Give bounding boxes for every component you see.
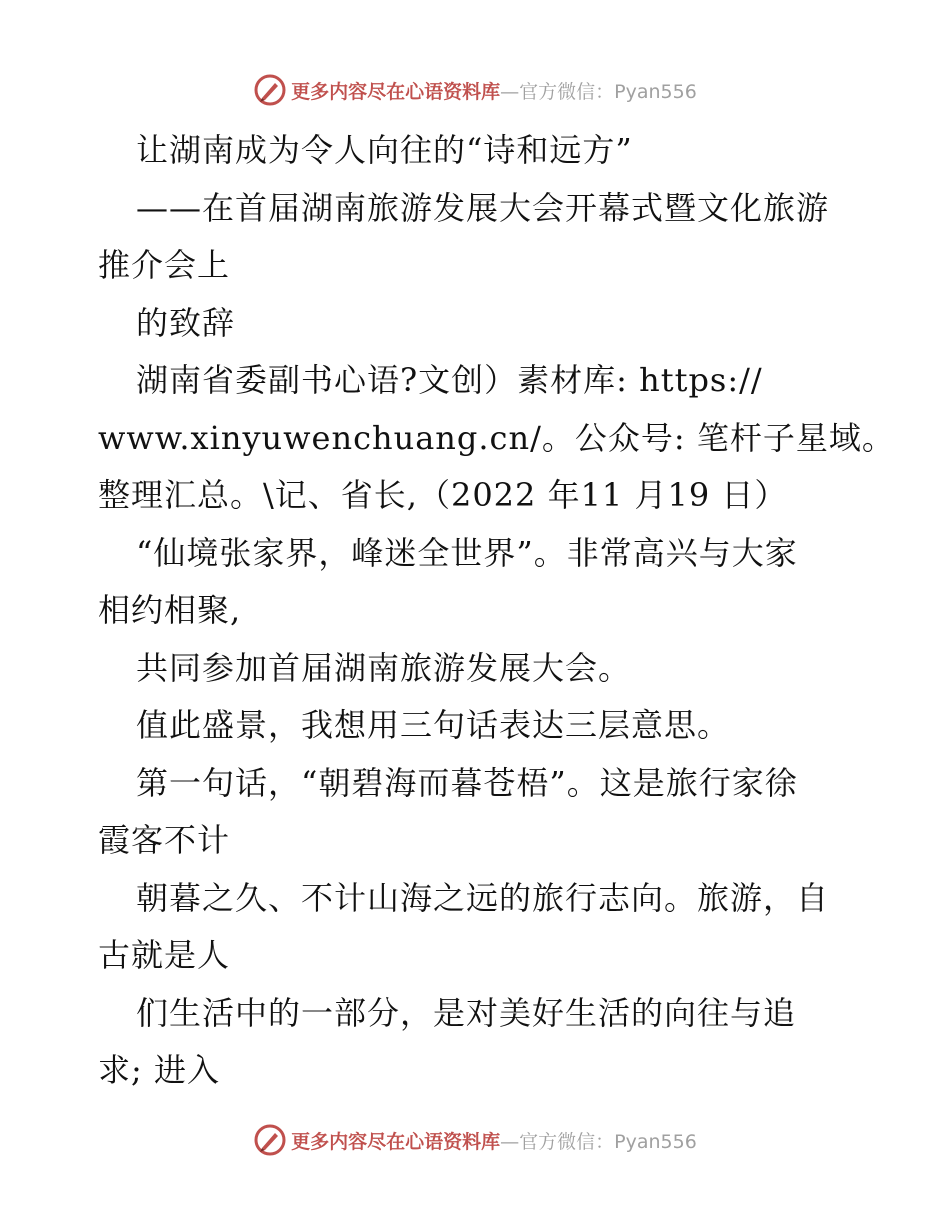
text-line: 的致辞 xyxy=(136,303,236,342)
text-line: 让湖南成为令人向往的“诗和远方” xyxy=(136,131,633,169)
header-watermark xyxy=(0,70,950,110)
text-line: 们生活中的一部分，是对美好生活的向往与追 xyxy=(136,993,797,1032)
document-body xyxy=(98,122,895,1100)
watermark-text xyxy=(291,77,697,104)
watermark-brand: 更多内容尽在心语资料库 xyxy=(291,1130,501,1153)
footer-watermark xyxy=(0,1120,950,1160)
text-line: 整理汇总。\记、省长,（2022 年11 月19 日） xyxy=(98,476,788,514)
text-line: 第一句话，“朝碧海而暮苍梧”。这是旅行家徐 xyxy=(136,763,798,802)
watermark-separator: — xyxy=(500,80,520,103)
text-line: 湖南省委副书心语?文创）素材库: https:// xyxy=(136,361,763,399)
watermark-brand: 更多内容尽在心语资料库 xyxy=(291,80,501,103)
watermark-text xyxy=(291,1127,697,1154)
text-line: 古就是人 xyxy=(98,936,231,974)
watermark-contact: 官方微信：Pyan556 xyxy=(519,1130,697,1153)
text-line: 共同参加首届湖南旅游发展大会。 xyxy=(136,648,632,687)
text-line: “仙境张家界，峰迷全世界”。非常高兴与大家 xyxy=(136,533,798,572)
pen-logo-icon xyxy=(253,1123,287,1157)
text-line: 值此盛景，我想用三句话表达三层意思。 xyxy=(136,706,731,744)
text-line: 推介会上 xyxy=(98,246,231,284)
text-line: 相约相聚, xyxy=(98,591,242,629)
watermark-separator: — xyxy=(500,1130,520,1153)
text-line: 朝暮之久、不计山海之远的旅行志向。旅游，自 xyxy=(136,878,830,917)
pen-logo-icon xyxy=(253,73,287,107)
text-line: www.xinyuwenchuang.cn/。公众号: 笔杆子星域。 xyxy=(98,418,895,457)
text-line: 霞客不计 xyxy=(98,821,231,859)
text-line: ——在首届湖南旅游发展大会开幕式暨文化旅游 xyxy=(136,188,830,227)
text-line: 求; 进入 xyxy=(98,1051,220,1089)
watermark-contact: 官方微信：Pyan556 xyxy=(519,80,697,103)
